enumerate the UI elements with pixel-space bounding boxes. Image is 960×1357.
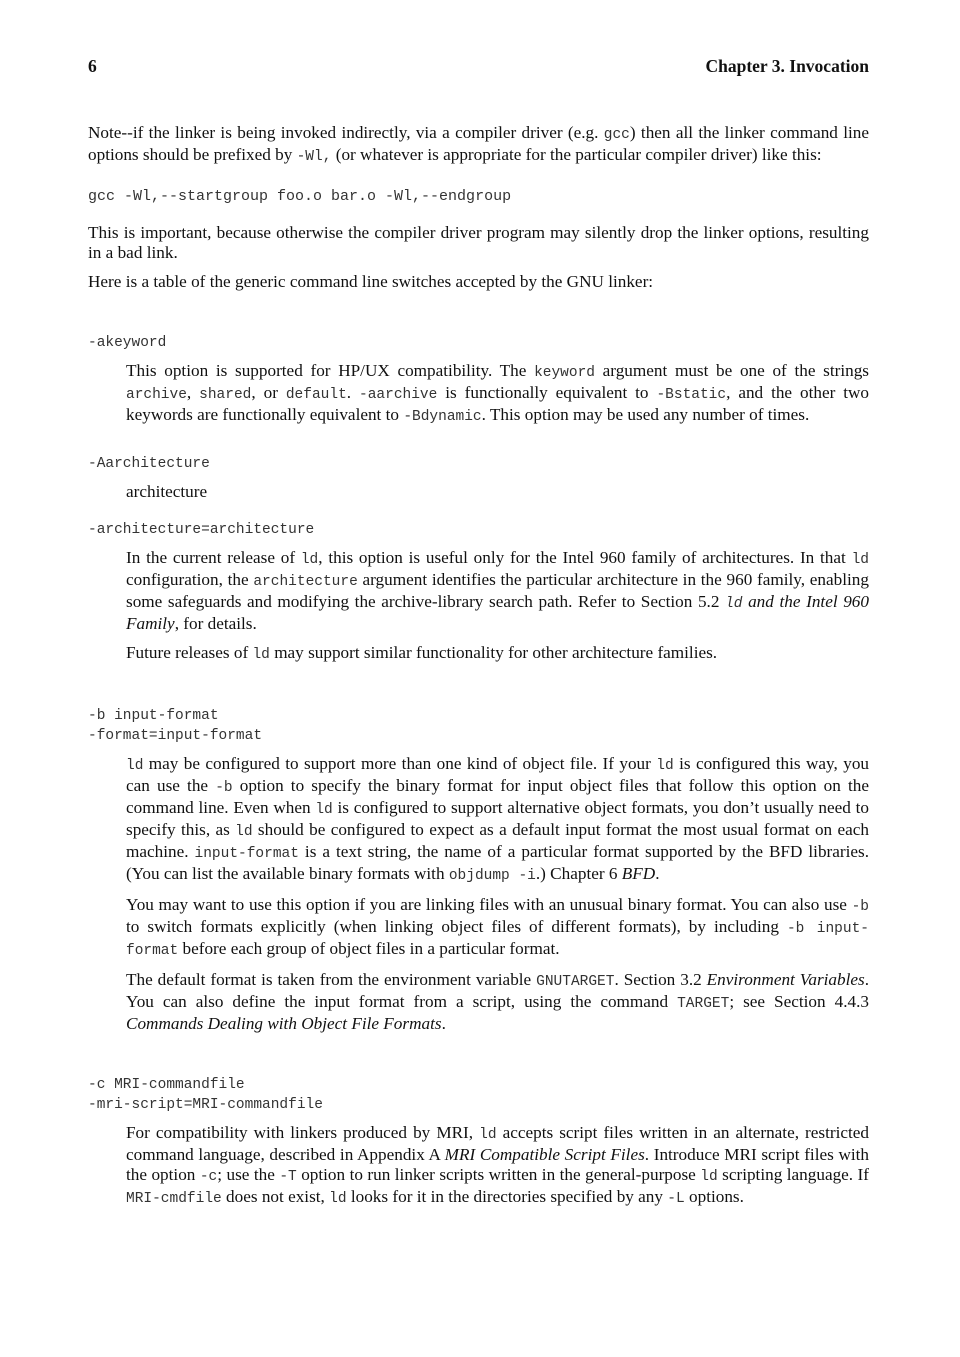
option-switch: -Aarchitecture <box>88 456 210 472</box>
intro-paragraph-3: Here is a table of the generic command line switches accepted by the GNU linker: <box>88 272 654 291</box>
option-description: This option is supported for HP/UX compatibility. The keyword argument must be one of the strings archive, shared, or default. -aarchive is functionally equivalent to -Bstatic, and the other two keywords are functionally equivalent to -Bdynamic. This option may be used any number of times. <box>126 361 870 425</box>
page-header <box>88 56 869 80</box>
code-example: gcc -Wl,--startgroup foo.o bar.o -Wl,--endgroup <box>88 188 512 205</box>
chapter-title: Chapter 3. Invocation <box>705 56 869 76</box>
option-akeyword <box>88 333 869 427</box>
option-description: ld may be configured to support more than one kind of object file. If your ld is configured this way, you can use the -b option to specify the binary format for input object files that follow this option on the command line. Even when ld is configured to support alternative object formats, you don’t usually need to specify this, as ld should be configured to expect as a default input format the most usual format on each machine. input-format is a text string, the name of a particular format supported by the BFD libraries. (You can list the available binary formats with objdump -i.) Chapter 6 BFD. You may want to use this option if you are linking files with an unusual binary format. You can also use -b to switch formats explicitly (when linking object files of different formats), by including -b input-format before each group of object files in a particular format. The default format is taken from the environment variable GNUTARGET. Section 3.2 Environment Variables. You can also define the input format from a script, using the command TARGET; see Section 4.4.3 Commands Dealing with Object File Formats. <box>126 754 870 1033</box>
option-c <box>88 1075 869 1209</box>
page-content <box>88 123 869 1218</box>
option-description: architecture <box>126 482 208 501</box>
option-description: In the current release of ld, this option is useful only for the Intel 960 family of architectures. In that ld configuration, the architecture argument identifies the particular architecture in the 960 family, enabling some safeguards and modifying the archive-library search path. Refer to Section 5.2 ld and the Intel 960 Family, for details. Future releases of ld may support similar functionality for other architecture families. <box>126 548 869 663</box>
option-switch: -c MRI-commandfile <box>88 1077 245 1093</box>
option-switch: -akeyword <box>88 335 167 351</box>
page-number: 6 <box>88 56 97 76</box>
option-architecture <box>88 520 869 665</box>
option-b <box>88 706 869 1034</box>
option-description: For compatibility with linkers produced by MRI, ld accepts script files written in an alternate, restricted command language, described in Appendix A MRI Compatible Script Files. Introduce MRI script files with the option -c; use the -T option to run linker scripts written in the general-purpose ld scripting language. If MRI-cmdfile does not exist, ld looks for it in the directories specified by any -L options. <box>126 1123 869 1207</box>
option-Aarchitecture <box>88 454 869 502</box>
option-switch: -b input-format <box>88 708 219 724</box>
option-switch: -architecture=architecture <box>88 522 315 538</box>
intro-paragraph-2: This is important, because otherwise the compiler driver program may silently drop the linker options, resulting in a bad link. <box>88 223 869 262</box>
option-switch-alt: -format=input-format <box>88 728 263 744</box>
option-switch-alt: -mri-script=MRI-commandfile <box>88 1097 323 1113</box>
intro-paragraph-1: Note--if the linker is being invoked indirectly, via a compiler driver (e.g. gcc) then all the linker command line options should be prefixed by -Wl, (or whatever is appropriate for the particular compiler driver) like this: <box>88 123 869 165</box>
